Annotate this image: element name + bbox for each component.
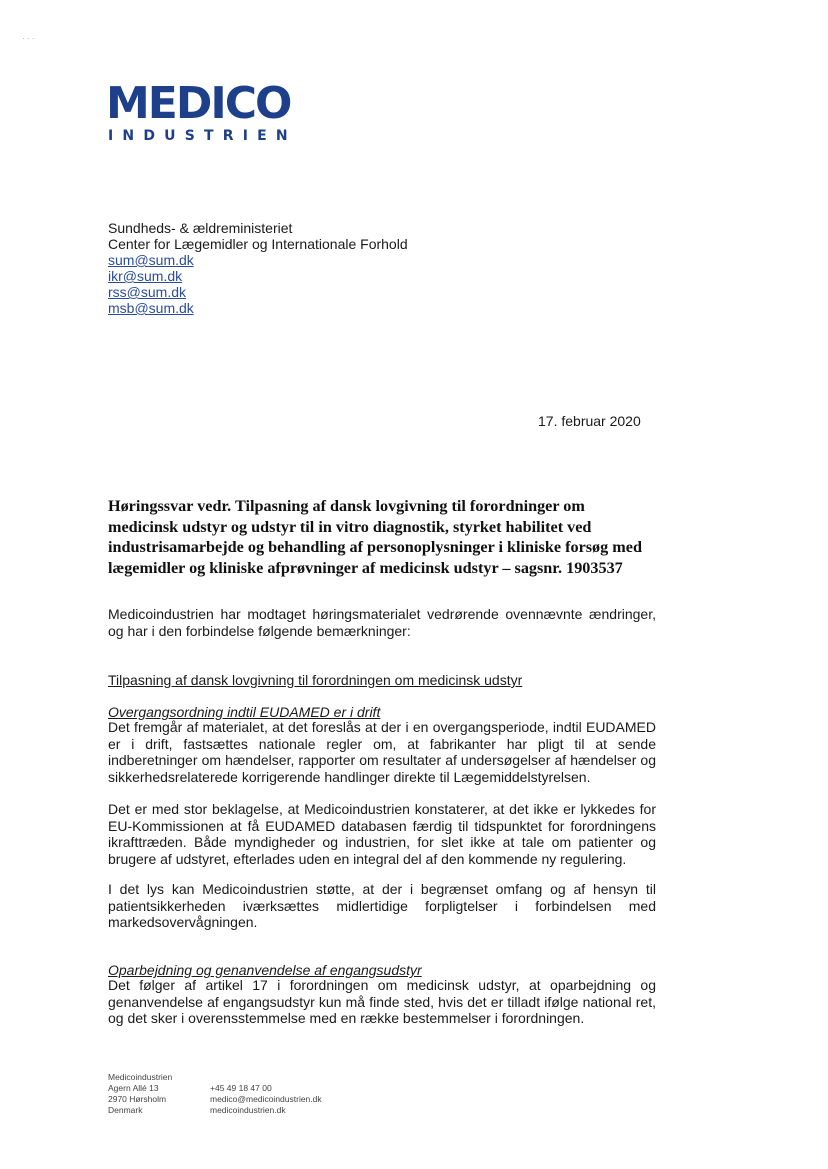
subsection-heading-eudamed: Overgangsordning indtil EUDAMED er i drift xyxy=(108,704,381,720)
footer-email[interactable]: medico@medicoindustrien.dk xyxy=(210,1094,322,1104)
medico-logo xyxy=(106,78,297,144)
footer-line: 2970 Hørsholm xyxy=(108,1094,167,1104)
intro-paragraph: Medicoindustrien har modtaget høringsmaterialet vedrørende ovennævnte ændringer, og har i den forbindelse følgende bemærkninger: xyxy=(108,606,656,639)
section-heading: Tilpasning af dansk lovgivning til forordningen om medicinsk udstyr xyxy=(108,672,523,688)
recipient-dept: Center for Lægemidler og Internationale Forhold xyxy=(108,236,408,252)
scan-artifact: · · · xyxy=(22,34,35,43)
letter-date: 17. februar 2020 xyxy=(538,413,641,429)
footer-address xyxy=(108,1072,172,1116)
subsection-heading-reprocessing: Oparbejdning og genanvendelse af engangsudstyr xyxy=(108,962,422,978)
letter-subject: Høringssvar vedr. Tilpasning af dansk lovgivning til forordninger om medicinsk udstyr og udstyr til in vitro diagnostik, styrket habilitet ved industrisamarbejde og behandling af personoplysninger i kliniske forsøg med lægemidler og kliniske afprøvninger af medicinsk udstyr – sagsnr. 1903537 xyxy=(108,497,642,577)
email-link[interactable]: msb@sum.dk xyxy=(108,300,194,316)
paragraph: Det er med stor beklagelse, at Medicoindustrien konstaterer, at det ikke er lykkedes for EU-Kommissionen at få EUDAMED databasen færdig til tidspunktet for forordningens ikrafttræden. Både myndigheder og industrien, for slet ikke at tale om patienter og brugere af udstyret, efterlades uden en integral del af den kommende ny regulering. xyxy=(108,801,656,867)
footer-contact xyxy=(210,1083,322,1116)
footer-line: Denmark xyxy=(108,1105,143,1115)
footer-line: Medicoindustrien xyxy=(108,1072,173,1082)
footer-website[interactable]: medicoindustrien.dk xyxy=(210,1105,286,1115)
email-link[interactable]: rss@sum.dk xyxy=(108,284,186,300)
email-link[interactable]: ikr@sum.dk xyxy=(108,268,183,284)
footer-phone: +45 49 18 47 00 xyxy=(210,1083,272,1093)
logo-wordmark: MEDICO xyxy=(106,78,291,129)
footer-line: Agern Allé 13 xyxy=(108,1083,159,1093)
email-link[interactable]: sum@sum.dk xyxy=(108,252,194,268)
paragraph: I det lys kan Medicoindustrien støtte, at der i begrænset omfang og af hensyn til patientsikkerheden iværksættes midlertidige forpligtelser i forbindelsen med markedsovervågningen. xyxy=(108,881,656,931)
logo-subtitle: INDUSTRIEN xyxy=(108,128,297,144)
paragraph: Det fremgår af materialet, at det foreslås at der i en overgangsperiode, indtil EUDAMED er i drift, fastsættes nationale regler om, at fabrikanter har pligt til at sende indberetninger om hændelser, rapporter om resultater af undersøgelser af hændelser og sikkerhedsrelaterede korrigerende handlinger direkte til Lægemiddelstyrelsen. xyxy=(108,719,656,785)
recipient-org: Sundheds- & ældreministeriet xyxy=(108,220,293,236)
recipient-block xyxy=(108,220,408,316)
paragraph: Det følger af artikel 17 i forordningen om medicinsk udstyr, at oparbejdning og genanvendelse af engangsudstyr kun må finde sted, hvis det er tilladt ifølge national ret, og det sker i overensstemmelse med en række bestemmelser i forordningen. xyxy=(108,977,656,1027)
